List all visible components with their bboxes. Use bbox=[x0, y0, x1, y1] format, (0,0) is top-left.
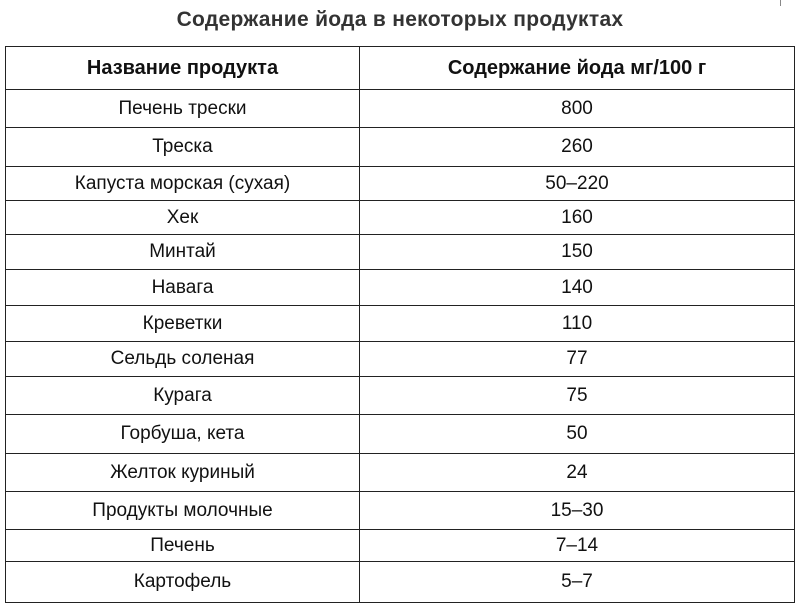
table-row bbox=[6, 235, 795, 270]
table-row bbox=[6, 562, 795, 603]
product-name-cell: Печень трески bbox=[6, 90, 360, 128]
iodine-value-cell: 77 bbox=[360, 342, 795, 377]
product-name-cell: Хек bbox=[6, 201, 360, 235]
iodine-value-cell: 160 bbox=[360, 201, 795, 235]
table-row bbox=[6, 128, 795, 167]
table-row bbox=[6, 90, 795, 128]
product-name-cell: Продукты молочные bbox=[6, 492, 360, 530]
iodine-value-cell: 260 bbox=[360, 128, 795, 167]
iodine-value-cell: 75 bbox=[360, 377, 795, 415]
iodine-value-cell: 7–14 bbox=[360, 530, 795, 562]
iodine-value-cell: 50–220 bbox=[360, 167, 795, 201]
iodine-value-cell: 5–7 bbox=[360, 562, 795, 603]
product-name-cell: Печень bbox=[6, 530, 360, 562]
corner-tick-mark bbox=[780, 0, 781, 6]
product-name-cell: Креветки bbox=[6, 306, 360, 342]
product-name-cell: Навага bbox=[6, 270, 360, 306]
table-row bbox=[6, 377, 795, 415]
table-row bbox=[6, 342, 795, 377]
table-row bbox=[6, 530, 795, 562]
product-name-cell: Капуста морская (сухая) bbox=[6, 167, 360, 201]
product-name-cell: Сельдь соленая bbox=[6, 342, 360, 377]
iodine-value-cell: 800 bbox=[360, 90, 795, 128]
product-name-cell: Горбуша, кета bbox=[6, 415, 360, 454]
table-row bbox=[6, 167, 795, 201]
iodine-value-cell: 50 bbox=[360, 415, 795, 454]
iodine-value-cell: 24 bbox=[360, 454, 795, 492]
table-row bbox=[6, 415, 795, 454]
product-name-cell: Желток куриный bbox=[6, 454, 360, 492]
product-name-cell: Минтай bbox=[6, 235, 360, 270]
table-row bbox=[6, 306, 795, 342]
table-row bbox=[6, 492, 795, 530]
iodine-value-cell: 140 bbox=[360, 270, 795, 306]
page-title: Содержание йода в некоторых продуктах bbox=[176, 8, 624, 31]
column-header-iodine-content: Содержание йода мг/100 г bbox=[360, 47, 795, 90]
product-name-cell: Треска bbox=[6, 128, 360, 167]
table-row bbox=[6, 454, 795, 492]
iodine-value-cell: 150 bbox=[360, 235, 795, 270]
iodine-value-cell: 15–30 bbox=[360, 492, 795, 530]
product-name-cell: Картофель bbox=[6, 562, 360, 603]
product-name-cell: Курага bbox=[6, 377, 360, 415]
table-row bbox=[6, 201, 795, 235]
iodine-content-table bbox=[5, 46, 795, 603]
table-row bbox=[6, 270, 795, 306]
iodine-value-cell: 110 bbox=[360, 306, 795, 342]
column-header-product-name: Название продукта bbox=[6, 47, 360, 90]
table-header-row bbox=[6, 47, 795, 90]
